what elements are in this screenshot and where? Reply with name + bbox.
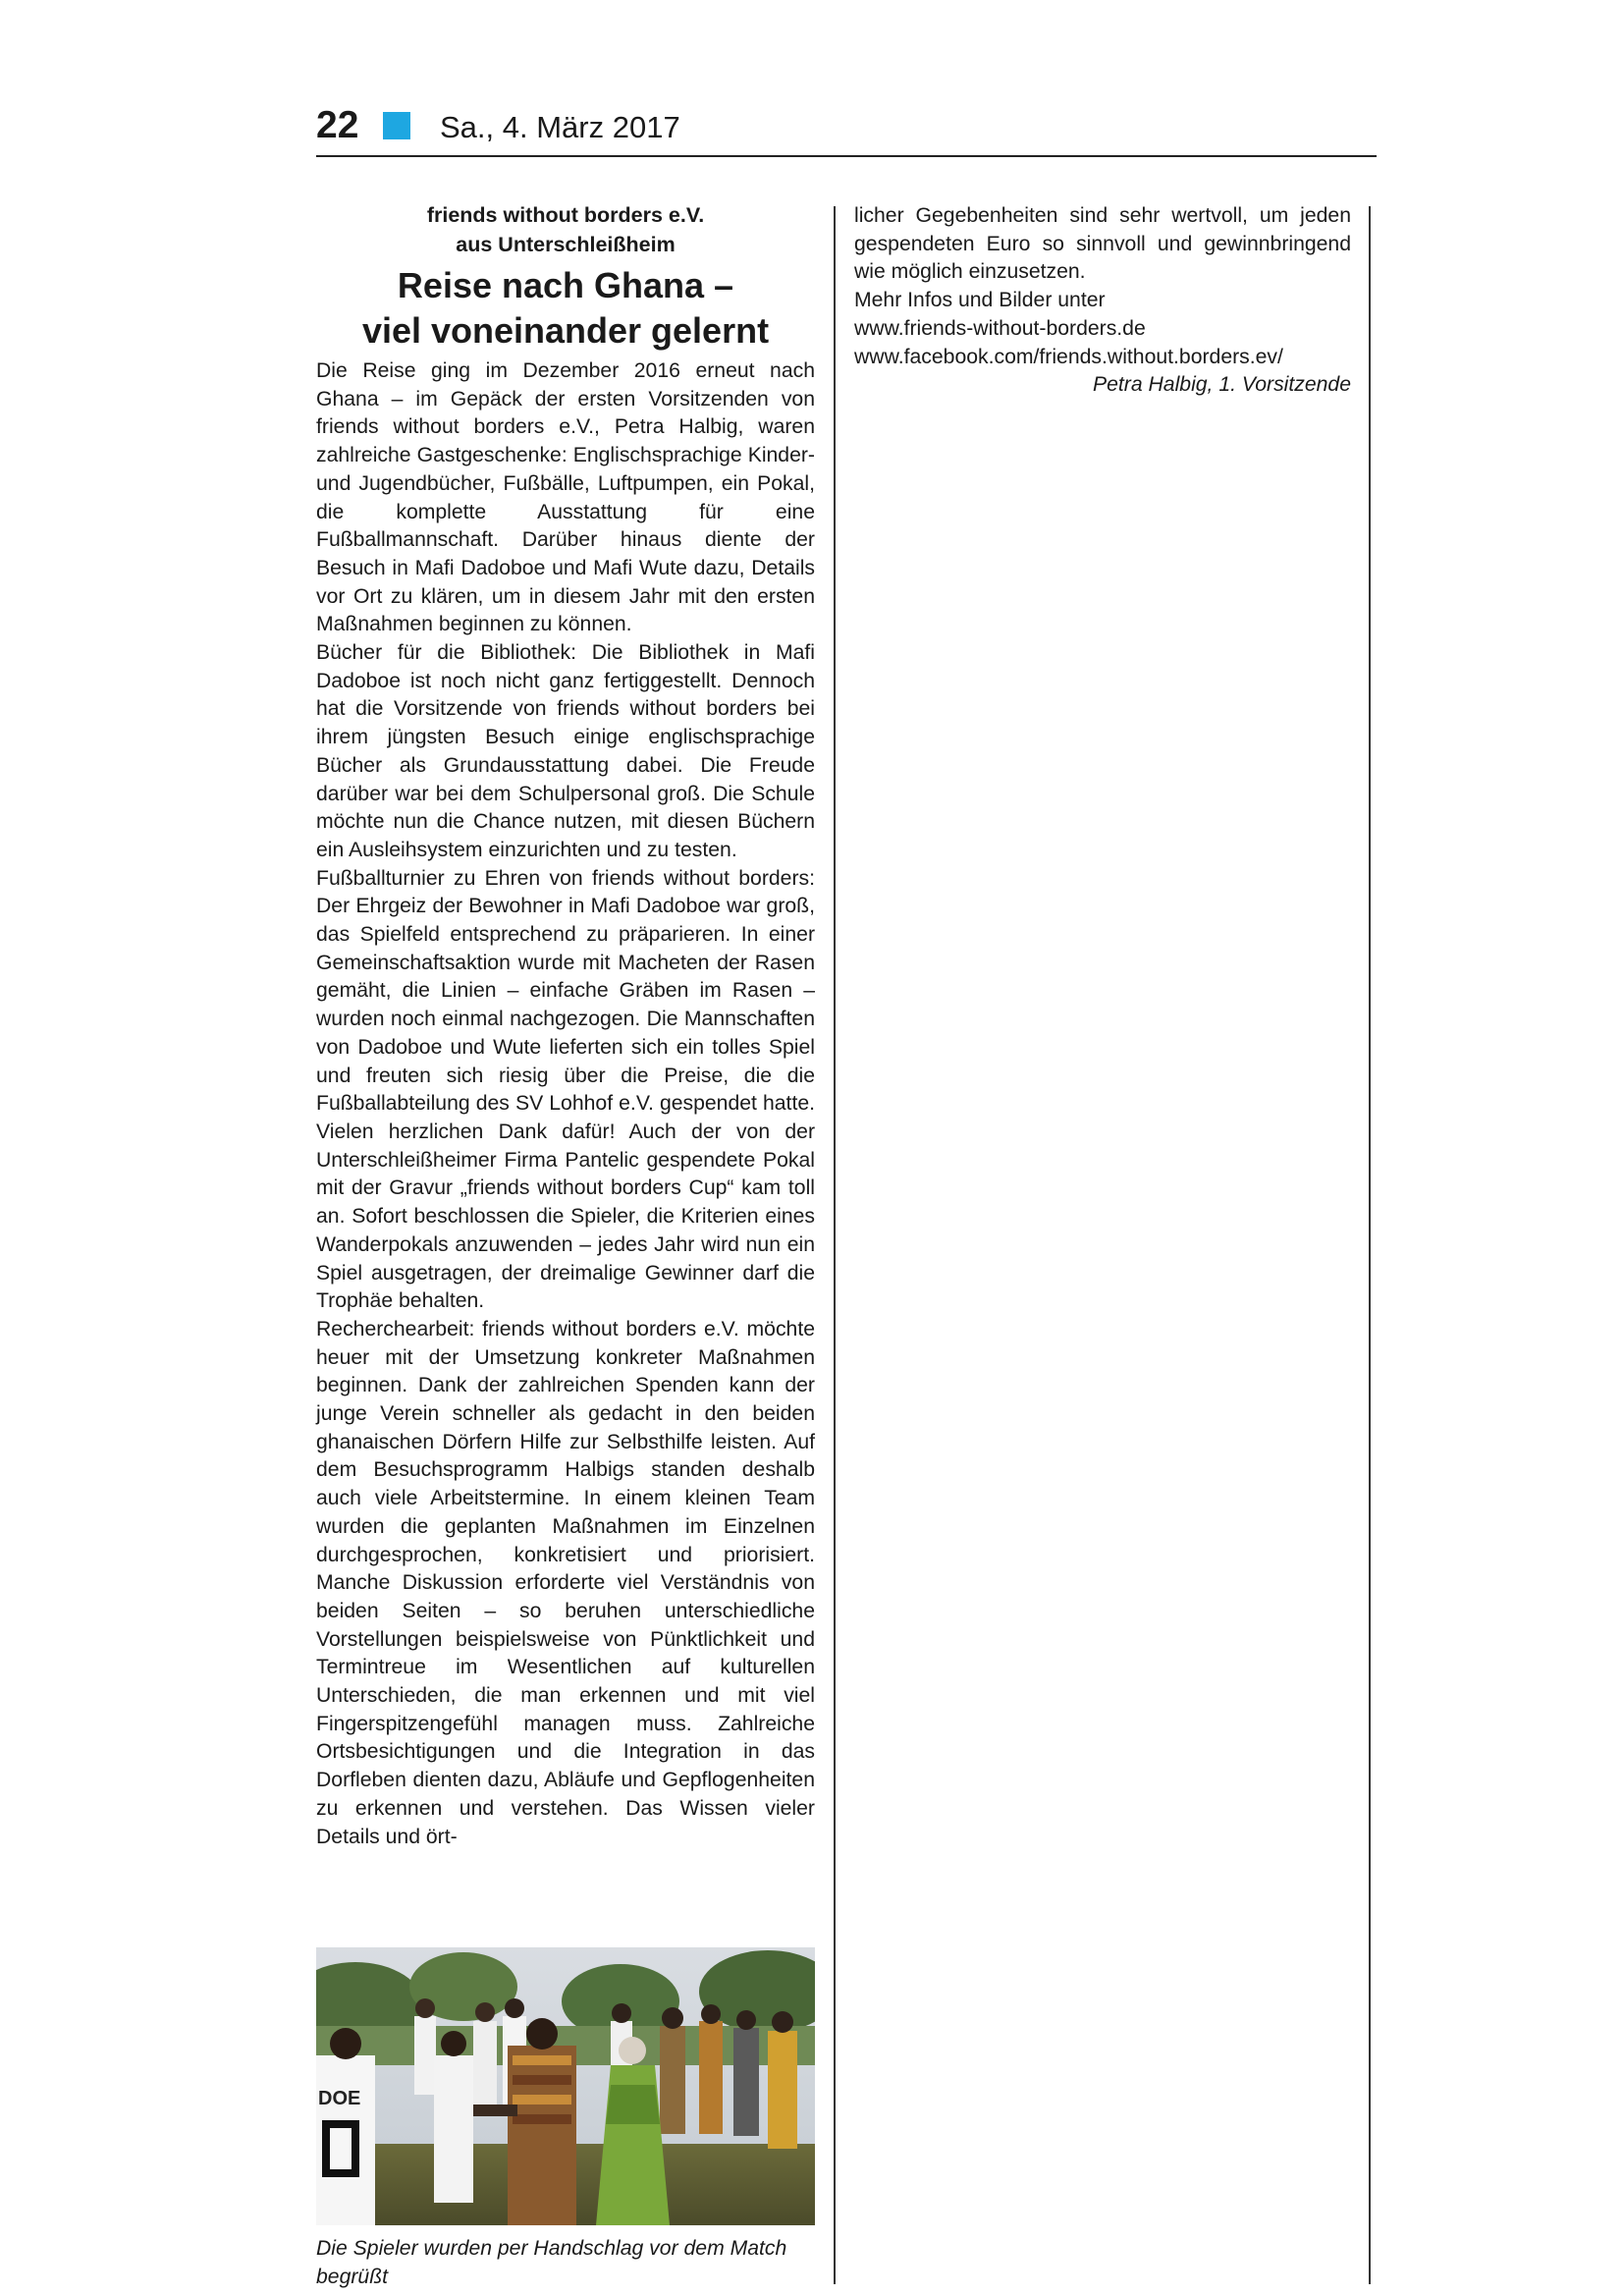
photo-handshake-scene [316, 1947, 815, 2225]
article-kicker [316, 200, 815, 259]
headline-line-1: Reise nach Ghana – [397, 265, 734, 305]
photo-caption: Die Spieler wurden per Handschlag vor dem Match begrüßt [316, 2237, 787, 2288]
paragraph-intro: Die Reise ging im Dezember 2016 erneut nach Ghana – im Gepäck der ersten Vorsitzenden von friends without borders e.V., Petra Halbig, waren zahlreiche Gastgeschenke: Englischsprachige Kinder- und Jugendbücher, Fußbälle, Luftpumpen, ein Pokal, die komplette Ausstattung für eine Fußballmannschaft. Darüber hinaus diente der Besuch in Mafi Dadoboe und Mafi Wute dazu, Details vor Ort zu klären, um in diesem Jahr mit den ersten Maßnahmen beginnen zu können. [316, 359, 815, 636]
headline-line-2: viel voneinander gelernt [361, 310, 770, 351]
article-headline [316, 263, 815, 354]
kicker-line-2: aus Unterschleißheim [456, 233, 676, 256]
paragraph-continuation: licher Gegebenheiten sind sehr wertvoll, um jeden gespendeten Euro so sinnvoll und gewinnbringend wie möglich einzusetzen. [854, 204, 1351, 284]
article-column-1 [316, 200, 815, 1851]
paragraph-library: Bücher für die Bibliothek: Die Bibliothek in Mafi Dadoboe ist noch nicht ganz fertiggestellt. Dennoch hat die Vorsitzende von friends without borders bei ihrem jüngsten Besuch einige englischsprachige Bücher als Grundausstattung dabei. Die Freude darüber war bei dem Schulpersonal groß. Die Schule möchte nun die Chance nutzen, mit diesen Büchern ein Ausleihsystem einzurichten und zu testen. [316, 641, 815, 861]
more-info-text: Mehr Infos und Bilder unter [854, 289, 1106, 312]
column-1-tail: und verstehen. Das Wissen vieler Details und ört- [316, 1796, 815, 1848]
paragraph-research: Recherchearbeit: friends without borders e.V. möchte heuer mit der Umsetzung konkreter Maßnahmen beginnen. Dank der zahlreichen Spenden kann der junge Verein schneller als gedacht in den beiden ghanaischen Dörfern Hilfe zur Selbsthilfe leisten. Auf dem Besuchsprogramm Halbigs standen deshalb auch viele Arbeitstermine. In einem kleinen Team wurden die geplanten Maßnahmen im Einzelnen durchgesprochen, konkretisiert und priorisiert. Manche Diskussion erforderte viel Verständnis von beiden Seiten – so beruhen unterschiedliche Vorstellungen beispielsweise von Pünktlichkeit und Termintreue im Wesentlichen auf kulturellen Unterschieden, die man erkennen und mit viel Fingerspitzengefühl managen muss. Zahlreiche Ortsbesichtigungen und die Integration in das Dorfleben dienten dazu, Abläufe und Gepflogenheiten zu erkennen und verstehen. Das Wissen vieler Details und ört- [316, 1317, 815, 1848]
facebook-link[interactable]: www.facebook.com/friends.without.borders.ev/ [854, 345, 1283, 368]
article-photo [316, 1947, 815, 2225]
kicker-line-1: friends without borders e.V. [426, 203, 705, 227]
website-link[interactable]: www.friends-without-borders.de [854, 316, 1146, 340]
accent-square [383, 112, 410, 139]
column-divider-left [834, 206, 836, 2284]
jersey-text: DOE [318, 2088, 361, 2109]
paragraph-football: Fußballturnier zu Ehren von friends without borders: Der Ehrgeiz der Bewohner in Mafi Dadoboe war groß, das Spielfeld entsprechend zu präparieren. In einer Gemeinschaftsaktion wurde mit Macheten der Rasen gemäht, die Linien – einfache Gräben im Rasen – wurden noch einmal nachgezogen. Die Mannschaften von Dadoboe und Wute lieferten sich ein tolles Spiel und freuten sich riesig über die Preise, die die Fußballabteilung des SV Lohhof e.V. gespendet hatte. Vielen herzlichen Dank dafür! Auch der von der Unterschleißheimer Firma Pantelic gespendete Pokal mit der Gravur „friends without borders Cup“ kam toll an. Sofort beschlossen die Spieler, die Kriterien eines Wanderpokals anzuwenden – jedes Jahr wird nun ein Spiel ausgetragen, der dreimalige Gewinner darf die Trophäe behalten. [316, 866, 815, 1313]
page-number: 22 [316, 104, 359, 146]
column-divider-right [1369, 206, 1371, 2284]
article-author: Petra Halbig, 1. Vorsitzende [1092, 373, 1351, 397]
header-rule [316, 155, 1377, 157]
issue-date: Sa., 4. März 2017 [440, 110, 680, 144]
article-column-2 [854, 202, 1351, 400]
page-header [316, 104, 1377, 155]
article-body [316, 357, 815, 1851]
